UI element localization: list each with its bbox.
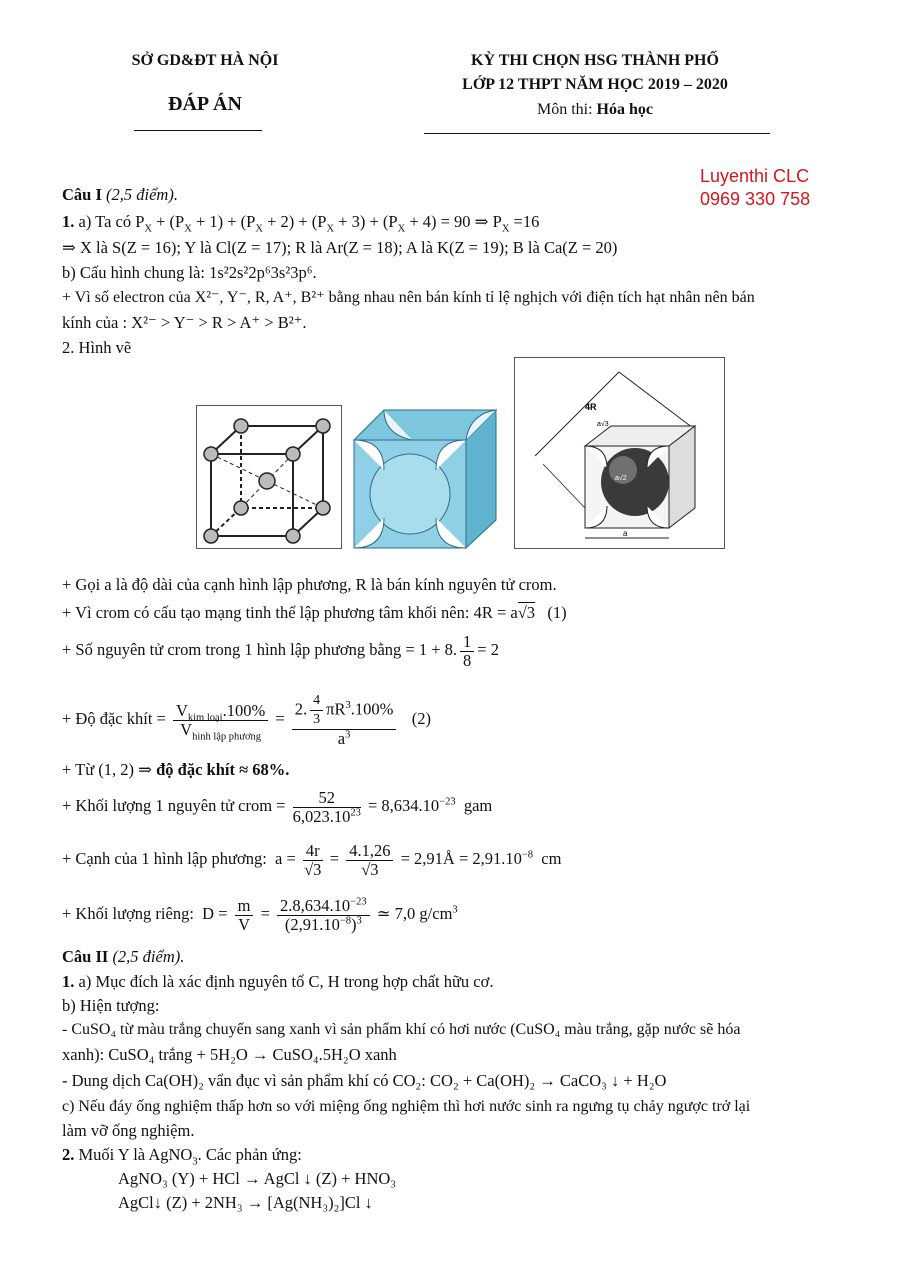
q2-heading: Câu II (2,5 điểm). — [62, 947, 185, 966]
figure-bcc-ball-model — [196, 405, 342, 549]
q1-line-6: 2. Hình vẽ — [62, 338, 132, 357]
q1-line-4: + Vì số electron của X²⁻, Y⁻, R, A⁺, B²⁺ bằng nhau nên bán kính tỉ lệ nghịch với điện tích hạt nhân nên bán — [62, 289, 755, 306]
bcc-lattice-icon — [197, 406, 341, 548]
bcc-diagonal-icon — [515, 358, 724, 548]
q2-line-7: làm vỡ ống nghiệm. — [62, 1121, 195, 1140]
figure-bcc-space-filling — [346, 400, 506, 552]
q2-line-6: c) Nếu đáy ống nghiệm thấp hơn so với miệng ống nghiệm thì hơi nước sinh ra ngưng tụ chảy ngược trở lại — [62, 1098, 751, 1115]
q2-line-8: 2. Muối Y là AgNO$_3$. Các phản ứng: — [62, 1145, 302, 1168]
bcc-unit-cell-icon — [346, 400, 506, 552]
exam-subject: Môn thi: Hóa học — [536, 101, 653, 118]
q2-line-2: b) Hiện tượng: — [62, 996, 160, 1015]
left-header-rule — [134, 130, 262, 131]
q2-line-3: - CuSO₄ từ màu trắng chuyển sang xanh vì sản phẩm khí có hơi nước (CuSO₄ màu trắng, gặp nước sẽ hóa — [62, 1021, 741, 1038]
q1-line-9: + Số nguyên tử crom trong 1 hình lập phương bằng = 1 + 8. $\frac{1}{8}$ = 2 — [62, 631, 499, 670]
q1-line-5: kính của : X²⁻ > Y⁻ > R > A⁺ > B²⁺. — [62, 313, 307, 332]
figure-bcc-diagonal-diagram — [514, 357, 725, 549]
q1-line-14: + Khối lượng riêng: D = $\frac{m}{V}$ = $\frac{2.8,634.10^{-23}}{(2,91.10^{-8})^3}$ ≃ 7,0 $g/cm^3$ — [62, 895, 458, 934]
label-4r: 4R — [585, 402, 597, 412]
q1-line-13: + Cạnh của 1 hình lập phương: a = $\frac{4r}{√3}$ = $\frac{4.1,26}{√3}$ = 2,91Å = $2,91.10^{-8}$ cm — [62, 840, 562, 879]
answer-key-title: ĐÁP ÁN — [168, 93, 242, 115]
watermark-phone: 0969 330 758 — [700, 189, 811, 209]
q1-line-1: 1. a) Ta có $P_X + (P_X + 1) + (P_X + 2) + (P_X + 3) + (P_X + 4) = 90$ ⇒ $P_X =16$ — [62, 212, 540, 235]
label-a: a — [623, 529, 628, 538]
q1-line-3: b) Cấu hình chung là: 1s²2s²2p⁶3s²3p⁶. — [62, 263, 317, 282]
label-a-sqrt3: a√3 — [597, 421, 609, 428]
right-header-rule — [424, 133, 770, 134]
q1-line-8: + Vì crom có cấu tạo mạng tinh thể lập phương tâm khối nên: 4R = a√3 (1) — [62, 603, 567, 622]
q1-heading: Câu I (2,5 điểm). — [62, 185, 178, 204]
q1-line-2: ⇒ X là S(Z = 16); Y là Cl(Z = 17); R là Ar(Z = 18); A là K(Z = 19); B là Ca(Z = 20) — [62, 238, 618, 257]
label-a-sqrt2: a√2 — [615, 475, 627, 482]
exam-title: KỲ THI CHỌN HSG THÀNH PHỐ — [471, 52, 719, 69]
department-name: SỞ GD&ĐT HÀ NỘI — [131, 52, 279, 69]
watermark-name: Luyenthi CLC — [700, 166, 810, 186]
q1-line-12: + Khối lượng 1 nguyên tử crom = $\frac{52}{6,023.10^{23}}$ = $8,634.10^{-23}$ gam — [62, 787, 493, 826]
reaction-1: AgNO₃ (Y) + HCl → AgCl ↓ (Z) + HNO₃ — [118, 1169, 397, 1188]
q2-line-5: - Dung dịch Ca(OH)₂ vẩn đục vì sản phẩm khí có CO₂: CO₂ + Ca(OH)₂ → CaCO₃ ↓ + H₂O — [62, 1071, 667, 1090]
q2-line-1: 1. a) Mục đích là xác định nguyên tố C, H trong hợp chất hữu cơ. — [62, 972, 494, 991]
exam-grade-year: LỚP 12 THPT NĂM HỌC 2019 – 2020 — [462, 76, 728, 93]
reaction-2: AgCl↓ (Z) + 2NH₃ → [Ag(NH₃)₂]Cl ↓ — [118, 1193, 373, 1212]
q2-line-4: xanh): CuSO₄ trắng + 5H₂O → CuSO₄.5H₂O xanh — [62, 1045, 397, 1064]
q1-line-10: + Độ đặc khít = $\frac{V_{kim loại}.100\%}{V_{hình lập phương}}$ = 2. $\frac{4}{3}$ $\pi R^3.100\%$ $a^3$ (2) — [62, 693, 432, 749]
q1-line-7: + Gọi a là độ dài của cạnh hình lập phương, R là bán kính nguyên tử crom. — [62, 575, 557, 594]
q1-line-11: + Từ (1, 2) ⇒ độ đặc khít ≈ 68%. — [62, 760, 290, 779]
